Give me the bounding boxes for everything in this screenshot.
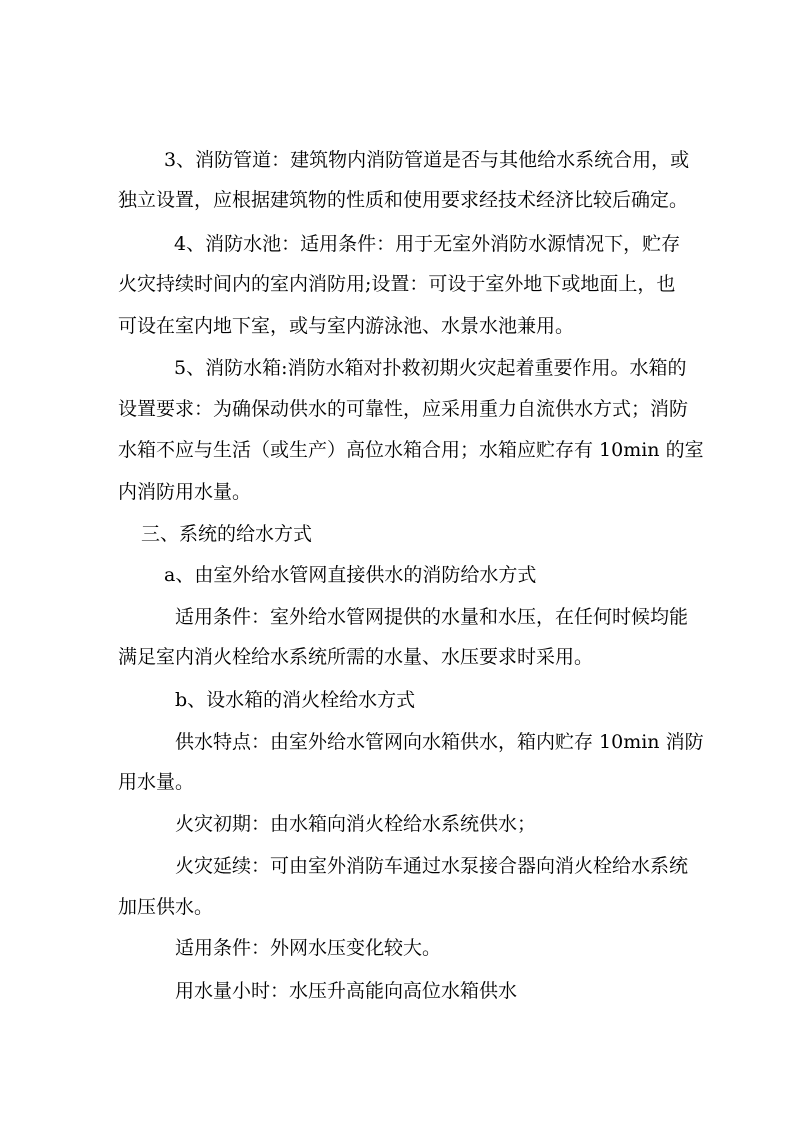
section-heading: 三、系统的给水方式 [141, 523, 313, 545]
paragraph-line: 火灾初期：由水箱向消火栓给水系统供水； [175, 813, 537, 835]
paragraph-line: 火灾延续：可由室外消防车通过水泵接合器向消火栓给水系统 [175, 855, 689, 877]
paragraph-line: 适用条件：外网水压变化较大。 [175, 937, 442, 959]
paragraph-line: 可设在室内地下室，或与室内游泳池、水景水池兼用。 [118, 315, 575, 337]
paragraph-line: 供水特点：由室外给水管网向水箱供水，箱内贮存 10min 消防 [175, 731, 704, 753]
subsection-heading: b、设水箱的消火栓给水方式 [175, 689, 416, 711]
paragraph-line: 火灾持续时间内的室内消防用;设置：可设于室外地下或地面上，也 [118, 273, 676, 295]
paragraph-line: 3、消防管道：建筑物内消防管道是否与其他给水系统合用，或 [164, 149, 690, 171]
paragraph-line: 内消防用水量。 [118, 481, 252, 503]
paragraph-line: 设置要求：为确保动供水的可靠性，应采用重力自流供水方式；消防 [118, 398, 689, 420]
paragraph-line: 独立设置，应根据建筑物的性质和使用要求经技术经济比较后确定。 [118, 189, 689, 211]
paragraph-line: 满足室内消火栓给水系统所需的水量、水压要求时采用。 [118, 646, 594, 668]
subsection-heading: a、由室外给水管网直接供水的消防给水方式 [164, 564, 537, 586]
paragraph-line: 4、消防水池：适用条件：用于无室外消防水源情况下，贮存 [174, 233, 681, 255]
paragraph-line: 用水量。 [118, 771, 195, 793]
paragraph-line: 加压供水。 [118, 896, 214, 918]
paragraph-line: 5、消防水箱:消防水箱对扑救初期火灾起着重要作用。水箱的 [174, 357, 687, 379]
paragraph-line: 适用条件：室外给水管网提供的水量和水压，在任何时候均能 [175, 606, 689, 628]
paragraph-line: 用水量小时：水压升高能向高位水箱供水 [175, 980, 518, 1002]
paragraph-line: 水箱不应与生活（或生产）高位水箱合用；水箱应贮存有 10min 的室 [118, 439, 704, 461]
